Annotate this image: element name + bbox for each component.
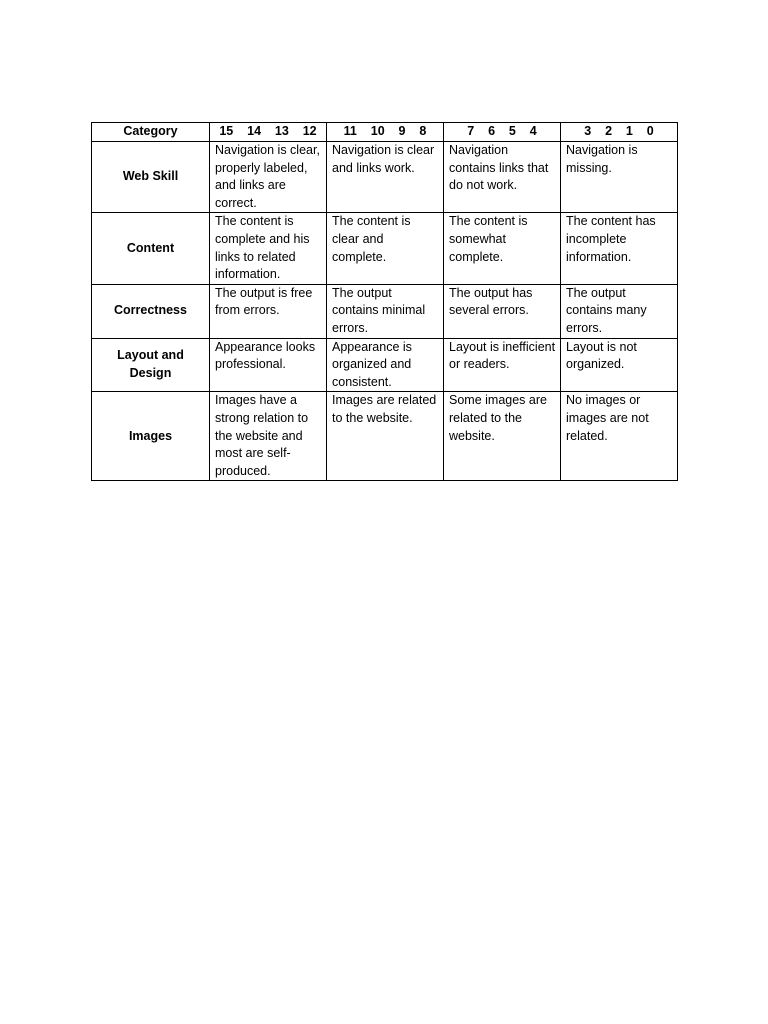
row-category: Layout and Design — [92, 338, 210, 392]
table-cell: The content is complete and his links to related information. — [210, 213, 327, 284]
rubric-table — [91, 122, 678, 481]
header-level-2: 11 10 9 8 — [327, 123, 444, 142]
row-category: Content — [92, 213, 210, 284]
table-cell: The output has several errors. — [444, 284, 561, 338]
table-cell: Navigation is clear, properly labeled, and links are correct. — [210, 142, 327, 213]
header-row — [92, 123, 678, 142]
header-level-3: 7 6 5 4 — [444, 123, 561, 142]
table-cell: The content is somewhat complete. — [444, 213, 561, 284]
table-cell: Appearance looks professional. — [210, 338, 327, 392]
table-row — [92, 392, 678, 481]
table-cell: The output contains minimal errors. — [327, 284, 444, 338]
header-level-1: 15 14 13 12 — [210, 123, 327, 142]
row-category: Correctness — [92, 284, 210, 338]
row-category: Images — [92, 392, 210, 481]
table-cell: Layout is not organized. — [561, 338, 678, 392]
table-cell: Images have a strong relation to the website and most are self-produced. — [210, 392, 327, 481]
table-cell: The output contains many errors. — [561, 284, 678, 338]
table-cell: Some images are related to the website. — [444, 392, 561, 481]
table-cell: The content has incomplete information. — [561, 213, 678, 284]
header-level-4: 3 2 1 0 — [561, 123, 678, 142]
table-cell: Navigation is missing. — [561, 142, 678, 213]
table-row — [92, 284, 678, 338]
table-row — [92, 142, 678, 213]
table-row — [92, 213, 678, 284]
table-cell: Appearance is organized and consistent. — [327, 338, 444, 392]
table-cell: No images or images are not related. — [561, 392, 678, 481]
header-category: Category — [92, 123, 210, 142]
row-category: Web Skill — [92, 142, 210, 213]
table-cell: The content is clear and complete. — [327, 213, 444, 284]
table-cell: Navigation contains links that do not work. — [444, 142, 561, 213]
table-cell: Layout is inefficient or readers. — [444, 338, 561, 392]
table-cell: The output is free from errors. — [210, 284, 327, 338]
table-cell: Images are related to the website. — [327, 392, 444, 481]
table-row — [92, 338, 678, 392]
table-cell: Navigation is clear and links work. — [327, 142, 444, 213]
